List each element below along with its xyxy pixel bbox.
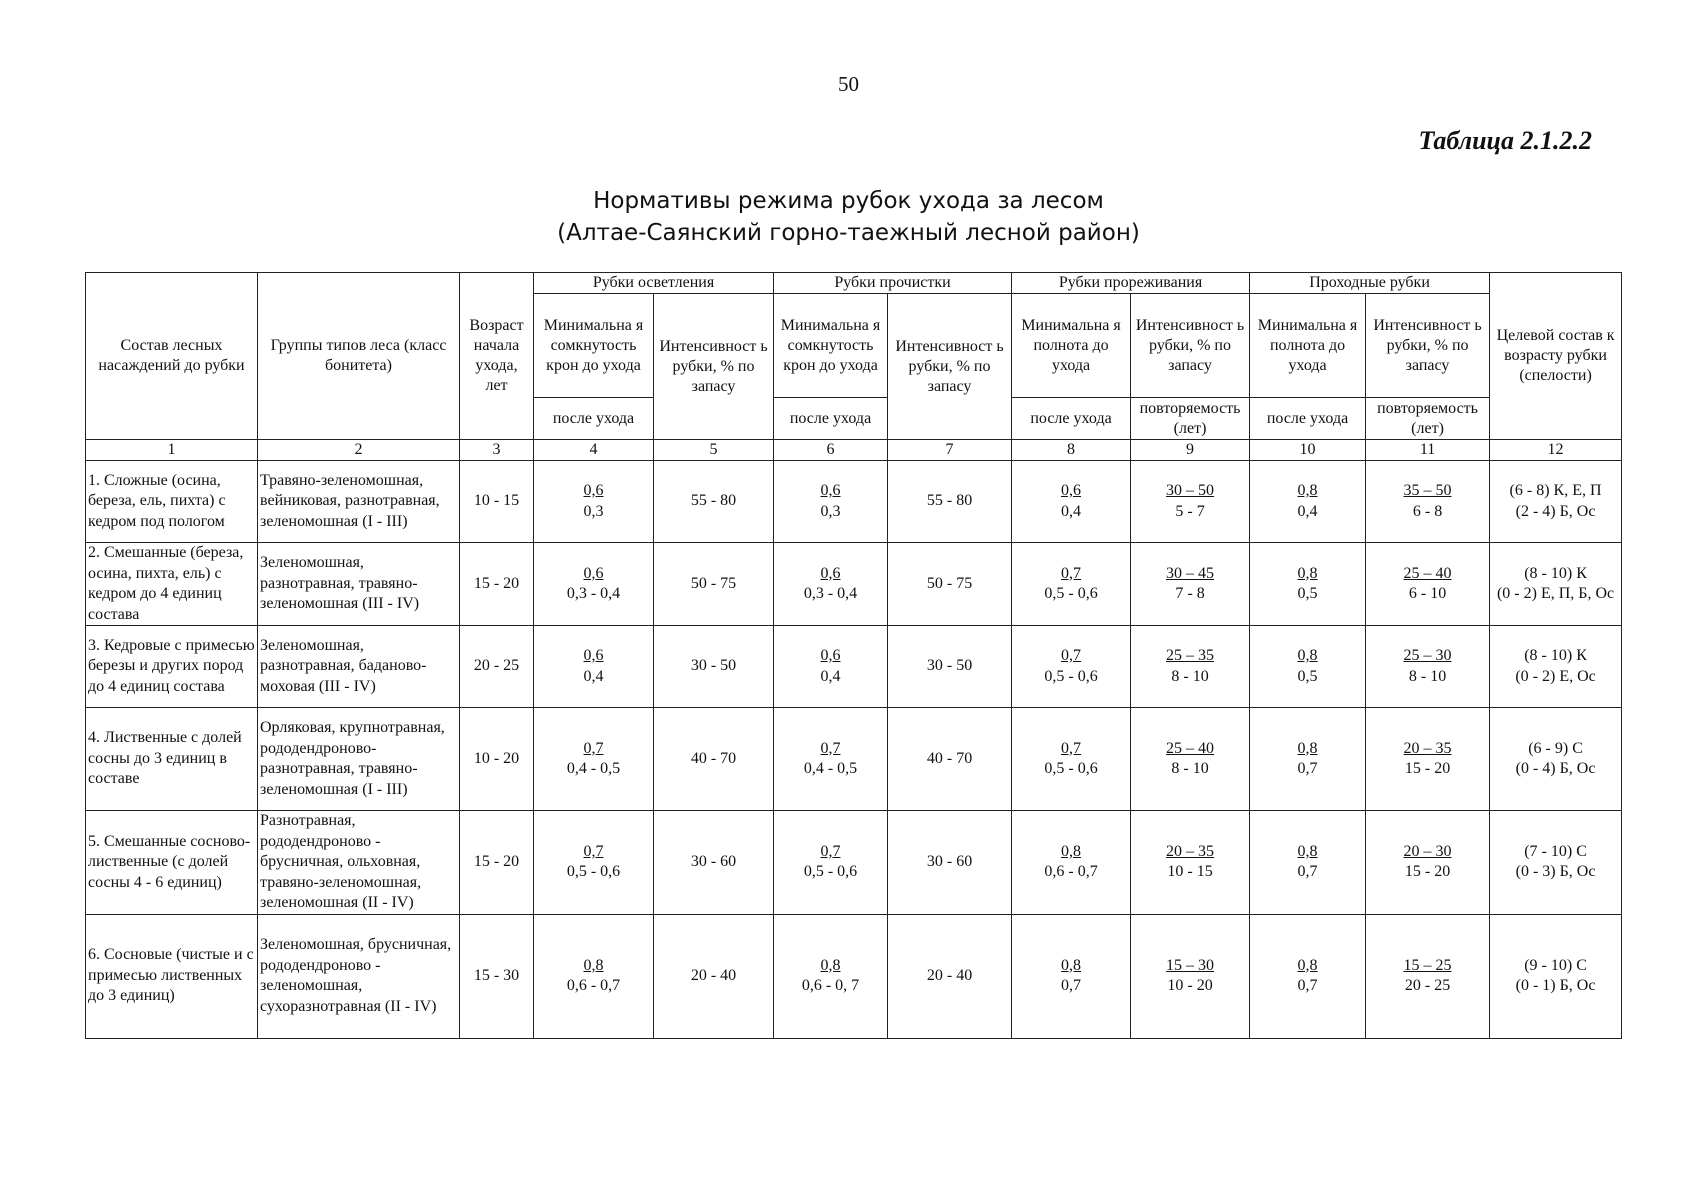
fraction-bottom: 5 - 7 bbox=[1175, 502, 1205, 520]
cell-forest-type: Травяно-зеленомошная, вейниковая, разнотравная, зеленомошная (I - III) bbox=[258, 461, 460, 543]
cell-min-density-prohod bbox=[1250, 914, 1366, 1038]
fraction-bottom: 0,4 bbox=[1061, 502, 1082, 520]
header-forest-type: Группы типов леса (класс бонитета) bbox=[258, 273, 460, 440]
cell-min-canopy-proch bbox=[774, 811, 888, 915]
column-number: 2 bbox=[258, 440, 460, 461]
fraction-top: 25 – 40 bbox=[1166, 739, 1215, 757]
fraction-bottom: 0,7 bbox=[1061, 977, 1082, 994]
cell-intensity-osv: 30 - 60 bbox=[654, 811, 774, 915]
cell-min-density-prohod bbox=[1250, 708, 1366, 811]
table-body bbox=[86, 461, 1622, 1039]
fraction-top: 20 – 35 bbox=[1166, 842, 1215, 860]
header-intensity-11: Интенсивност ь рубки, % по запасу bbox=[1366, 294, 1490, 398]
cell-intensity-prohod bbox=[1366, 914, 1490, 1038]
target-line1: (6 - 8) К, Е, П bbox=[1509, 482, 1602, 499]
fraction-bottom: 0,6 - 0, 7 bbox=[801, 977, 860, 994]
header-target-composition: Целевой состав к возрасту рубки (спелости) bbox=[1490, 273, 1622, 440]
fraction-bottom: 0,5 - 0,6 bbox=[1044, 585, 1098, 602]
column-number: 6 bbox=[774, 440, 888, 461]
cell-intensity-osv: 55 - 80 bbox=[654, 461, 774, 543]
cell-min-canopy-osv bbox=[534, 543, 654, 626]
cell-intensity-proch: 40 - 70 bbox=[888, 708, 1012, 811]
fraction-top: 0,7 bbox=[1061, 739, 1082, 757]
cell-min-density-prored bbox=[1012, 914, 1131, 1038]
header-repeat-9: повторяемость (лет) bbox=[1131, 398, 1250, 440]
fraction-bottom: 0,5 bbox=[1297, 667, 1318, 685]
fraction-bottom: 0,3 - 0,4 bbox=[803, 585, 858, 602]
cell-composition: 1. Сложные (осина, береза, ель, пихта) с кедром под пологом bbox=[86, 461, 258, 543]
fraction-bottom: 10 - 15 bbox=[1167, 863, 1213, 881]
column-number: 11 bbox=[1366, 440, 1490, 461]
norms-table bbox=[85, 272, 1622, 1039]
cell-min-canopy-proch bbox=[774, 626, 888, 708]
cell-min-density-prohod bbox=[1250, 543, 1366, 626]
fraction-bottom: 0,5 - 0,6 bbox=[1044, 760, 1098, 777]
cell-intensity-prored bbox=[1131, 626, 1250, 708]
cell-intensity-prohod bbox=[1366, 543, 1490, 626]
fraction-top: 25 – 40 bbox=[1403, 564, 1452, 582]
fraction-bottom: 7 - 8 bbox=[1175, 585, 1205, 602]
target-line1: (6 - 9) С bbox=[1528, 739, 1583, 757]
column-number: 3 bbox=[460, 440, 534, 461]
target-line1: (7 - 10) С bbox=[1524, 842, 1587, 860]
fraction-bottom: 0,7 bbox=[1297, 760, 1318, 777]
cell-intensity-prohod bbox=[1366, 811, 1490, 915]
fraction-top: 25 – 30 bbox=[1403, 647, 1452, 664]
fraction-top: 0,8 bbox=[820, 956, 841, 974]
fraction-bottom: 0,5 - 0,6 bbox=[803, 863, 858, 881]
fraction-bottom: 10 - 20 bbox=[1167, 977, 1213, 994]
cell-min-canopy-osv bbox=[534, 914, 654, 1038]
fraction-top: 35 – 50 bbox=[1403, 482, 1452, 499]
cell-intensity-prored bbox=[1131, 461, 1250, 543]
fraction-top: 0,8 bbox=[1297, 956, 1318, 974]
header-min-canopy-6: Минимальна я сомкнутость крон до ухода bbox=[774, 294, 888, 398]
fraction-top: 15 – 25 bbox=[1403, 956, 1452, 974]
cell-min-density-prohod bbox=[1250, 626, 1366, 708]
table-label: Таблица 2.1.2.2 bbox=[1418, 126, 1592, 155]
cell-min-canopy-osv bbox=[534, 708, 654, 811]
fraction-bottom: 0,3 - 0,4 bbox=[566, 585, 621, 602]
fraction-top: 0,6 bbox=[583, 482, 604, 499]
table-row bbox=[86, 626, 1622, 708]
column-number: 10 bbox=[1250, 440, 1366, 461]
header-row-groups bbox=[86, 273, 1622, 294]
cell-min-canopy-proch bbox=[774, 914, 888, 1038]
cell-intensity-prohod bbox=[1366, 461, 1490, 543]
fraction-bottom: 0,4 bbox=[583, 667, 604, 685]
cell-target-composition bbox=[1490, 461, 1622, 543]
fraction-bottom: 0,4 - 0,5 bbox=[566, 760, 621, 777]
column-number: 1 bbox=[86, 440, 258, 461]
column-number: 5 bbox=[654, 440, 774, 461]
fraction-top: 0,8 bbox=[1297, 739, 1318, 757]
cell-min-canopy-proch bbox=[774, 543, 888, 626]
cell-intensity-prohod bbox=[1366, 626, 1490, 708]
cell-intensity-prored bbox=[1131, 914, 1250, 1038]
header-composition: Состав лесных насаждений до рубки bbox=[86, 273, 258, 440]
cell-start-age: 10 - 15 bbox=[460, 461, 534, 543]
fraction-top: 0,7 bbox=[583, 739, 604, 757]
header-group-prochistki: Рубки прочистки bbox=[774, 273, 1012, 294]
fraction-top: 0,6 bbox=[583, 647, 604, 664]
header-group-osvetleniya: Рубки осветления bbox=[534, 273, 774, 294]
cell-min-density-prored bbox=[1012, 626, 1131, 708]
cell-target-composition bbox=[1490, 811, 1622, 915]
cell-min-density-prohod bbox=[1250, 461, 1366, 543]
cell-min-canopy-osv bbox=[534, 626, 654, 708]
cell-start-age: 15 - 20 bbox=[460, 811, 534, 915]
fraction-top: 0,7 bbox=[583, 842, 604, 860]
target-line2: (2 - 4) Б, Ос bbox=[1515, 502, 1596, 520]
column-number: 4 bbox=[534, 440, 654, 461]
fraction-bottom: 6 - 10 bbox=[1408, 585, 1447, 602]
cell-intensity-proch: 55 - 80 bbox=[888, 461, 1012, 543]
target-line2: (0 - 1) Б, Ос bbox=[1515, 977, 1596, 994]
cell-intensity-prored bbox=[1131, 811, 1250, 915]
cell-intensity-proch: 30 - 50 bbox=[888, 626, 1012, 708]
table-row bbox=[86, 461, 1622, 543]
cell-intensity-prored bbox=[1131, 543, 1250, 626]
column-number: 9 bbox=[1131, 440, 1250, 461]
cell-forest-type: Орляковая, крупнотравная, рододендроново-разнотравная, травяно-зеленомошная (I - III) bbox=[258, 708, 460, 811]
header-intensity-5: Интенсивност ь рубки, % по запасу bbox=[654, 294, 774, 440]
header-after-4: после ухода bbox=[534, 398, 654, 440]
header-repeat-11: повторяемость (лет) bbox=[1366, 398, 1490, 440]
fraction-top: 0,6 bbox=[820, 647, 841, 664]
header-after-10: после ухода bbox=[1250, 398, 1366, 440]
fraction-bottom: 0,4 bbox=[820, 667, 841, 685]
cell-composition: 4. Лиственные с долей сосны до 3 единиц в составе bbox=[86, 708, 258, 811]
target-line1: (8 - 10) К bbox=[1524, 647, 1587, 664]
fraction-bottom: 0,5 bbox=[1297, 585, 1318, 602]
fraction-top: 0,8 bbox=[1297, 842, 1318, 860]
cell-composition: 5. Смешанные сосново-лиственные (с долей сосны 4 - 6 единиц) bbox=[86, 811, 258, 915]
header-min-density-10: Минимальна я полнота до ухода bbox=[1250, 294, 1366, 398]
cell-forest-type: Зеленомошная, брусничная, рододендроново - зеленомошная, сухоразнотравная (II - IV) bbox=[258, 914, 460, 1038]
table-title-line2: (Алтае-Саянский горно-таежный лесной район) bbox=[557, 220, 1140, 246]
fraction-bottom: 0,6 - 0,7 bbox=[566, 977, 621, 994]
header-min-canopy-4: Минимальна я сомкнутость крон до ухода bbox=[534, 294, 654, 398]
cell-min-canopy-proch bbox=[774, 461, 888, 543]
header-group-prorezhivaniya: Рубки прореживания bbox=[1012, 273, 1250, 294]
column-number: 7 bbox=[888, 440, 1012, 461]
cell-intensity-osv: 20 - 40 bbox=[654, 914, 774, 1038]
header-after-6: после ухода bbox=[774, 398, 888, 440]
fraction-top: 0,8 bbox=[583, 956, 604, 974]
fraction-bottom: 0,7 bbox=[1297, 863, 1318, 881]
fraction-bottom: 20 - 25 bbox=[1404, 977, 1451, 994]
cell-min-density-prored bbox=[1012, 708, 1131, 811]
cell-start-age: 15 - 30 bbox=[460, 914, 534, 1038]
cell-composition: 3. Кедровые с примесью березы и других пород до 4 единиц состава bbox=[86, 626, 258, 708]
fraction-top: 0,8 bbox=[1061, 842, 1082, 860]
cell-forest-type: Зеленомошная, разнотравная, травяно-зеленомошная (III - IV) bbox=[258, 543, 460, 626]
cell-min-density-prored bbox=[1012, 461, 1131, 543]
page-number: 50 bbox=[838, 72, 859, 96]
fraction-bottom: 15 - 20 bbox=[1404, 863, 1451, 881]
header-start-age: Возраст начала ухода, лет bbox=[460, 273, 534, 440]
cell-target-composition bbox=[1490, 708, 1622, 811]
fraction-top: 30 – 50 bbox=[1166, 482, 1215, 499]
column-number-row bbox=[86, 440, 1622, 461]
cell-target-composition bbox=[1490, 543, 1622, 626]
fraction-top: 0,6 bbox=[820, 564, 841, 582]
table-row bbox=[86, 708, 1622, 811]
column-number: 8 bbox=[1012, 440, 1131, 461]
header-after-8: после ухода bbox=[1012, 398, 1131, 440]
fraction-bottom: 0,6 - 0,7 bbox=[1044, 863, 1098, 881]
fraction-top: 0,6 bbox=[820, 482, 841, 499]
cell-intensity-osv: 30 - 50 bbox=[654, 626, 774, 708]
column-number: 12 bbox=[1490, 440, 1622, 461]
table-title bbox=[0, 185, 1697, 249]
target-line2: (0 - 2) Е, П, Б, Ос bbox=[1496, 585, 1615, 602]
fraction-bottom: 8 - 10 bbox=[1171, 760, 1209, 777]
fraction-top: 0,7 bbox=[1061, 647, 1082, 664]
fraction-bottom: 0,4 - 0,5 bbox=[803, 760, 858, 777]
fraction-bottom: 0,3 bbox=[583, 502, 604, 520]
header-min-density-8: Минимальна я полнота до ухода bbox=[1012, 294, 1131, 398]
header-intensity-7: Интенсивност ь рубки, % по запасу bbox=[888, 294, 1012, 440]
fraction-bottom: 6 - 8 bbox=[1412, 502, 1443, 520]
cell-intensity-prohod bbox=[1366, 708, 1490, 811]
cell-intensity-prored bbox=[1131, 708, 1250, 811]
cell-intensity-proch: 50 - 75 bbox=[888, 543, 1012, 626]
cell-start-age: 10 - 20 bbox=[460, 708, 534, 811]
cell-min-density-prored bbox=[1012, 543, 1131, 626]
header-group-prohodnye: Проходные рубки bbox=[1250, 273, 1490, 294]
cell-composition: 6. Сосновые (чистые и с примесью лиственных до 3 единиц) bbox=[86, 914, 258, 1038]
fraction-top: 0,7 bbox=[1061, 564, 1082, 582]
cell-start-age: 15 - 20 bbox=[460, 543, 534, 626]
cell-intensity-proch: 30 - 60 bbox=[888, 811, 1012, 915]
cell-min-canopy-osv bbox=[534, 461, 654, 543]
fraction-bottom: 0,4 bbox=[1297, 502, 1318, 520]
cell-forest-type: Разнотравная, рододендроново - брусничная, ольховная, травяно-зеленомошная, зеленомошная (II - IV) bbox=[258, 811, 460, 915]
cell-target-composition bbox=[1490, 626, 1622, 708]
fraction-top: 0,6 bbox=[1061, 482, 1082, 499]
fraction-bottom: 0,3 bbox=[820, 502, 841, 520]
fraction-top: 0,8 bbox=[1297, 564, 1318, 582]
fraction-top: 15 – 30 bbox=[1166, 956, 1215, 974]
cell-min-density-prored bbox=[1012, 811, 1131, 915]
fraction-bottom: 8 - 10 bbox=[1171, 667, 1209, 685]
cell-composition: 2. Смешанные (береза, осина, пихта, ель) с кедром до 4 единиц состава bbox=[86, 543, 258, 626]
target-line2: (0 - 2) Е, Ос bbox=[1515, 667, 1596, 685]
fraction-top: 20 – 35 bbox=[1403, 739, 1452, 757]
fraction-bottom: 15 - 20 bbox=[1404, 760, 1451, 777]
fraction-top: 30 – 45 bbox=[1166, 564, 1215, 582]
fraction-top: 0,7 bbox=[820, 842, 841, 860]
fraction-top: 25 – 35 bbox=[1166, 647, 1215, 664]
cell-min-canopy-proch bbox=[774, 708, 888, 811]
cell-start-age: 20 - 25 bbox=[460, 626, 534, 708]
table-row bbox=[86, 914, 1622, 1038]
cell-intensity-proch: 20 - 40 bbox=[888, 914, 1012, 1038]
table-title-line1: Нормативы режима рубок ухода за лесом bbox=[593, 188, 1104, 214]
cell-intensity-osv: 50 - 75 bbox=[654, 543, 774, 626]
cell-intensity-osv: 40 - 70 bbox=[654, 708, 774, 811]
fraction-top: 0,6 bbox=[583, 564, 604, 582]
fraction-top: 0,7 bbox=[820, 739, 841, 757]
fraction-bottom: 0,5 - 0,6 bbox=[1044, 667, 1098, 685]
target-line1: (8 - 10) К bbox=[1524, 564, 1587, 582]
fraction-top: 0,8 bbox=[1061, 956, 1082, 974]
fraction-top: 20 – 30 bbox=[1403, 842, 1452, 860]
cell-forest-type: Зеленомошная, разнотравная, баданово-моховая (III - IV) bbox=[258, 626, 460, 708]
header-intensity-9: Интенсивност ь рубки, % по запасу bbox=[1131, 294, 1250, 398]
target-line2: (0 - 4) Б, Ос bbox=[1515, 760, 1596, 777]
fraction-top: 0,8 bbox=[1297, 482, 1318, 499]
target-line1: (9 - 10) С bbox=[1524, 956, 1587, 974]
fraction-bottom: 0,7 bbox=[1297, 977, 1318, 994]
cell-min-canopy-osv bbox=[534, 811, 654, 915]
table-row bbox=[86, 543, 1622, 626]
target-line2: (0 - 3) Б, Ос bbox=[1515, 863, 1596, 881]
cell-target-composition bbox=[1490, 914, 1622, 1038]
fraction-bottom: 0,5 - 0,6 bbox=[566, 863, 621, 881]
cell-min-density-prohod bbox=[1250, 811, 1366, 915]
fraction-top: 0,8 bbox=[1297, 647, 1318, 664]
fraction-bottom: 8 - 10 bbox=[1408, 667, 1447, 685]
table-row bbox=[86, 811, 1622, 915]
